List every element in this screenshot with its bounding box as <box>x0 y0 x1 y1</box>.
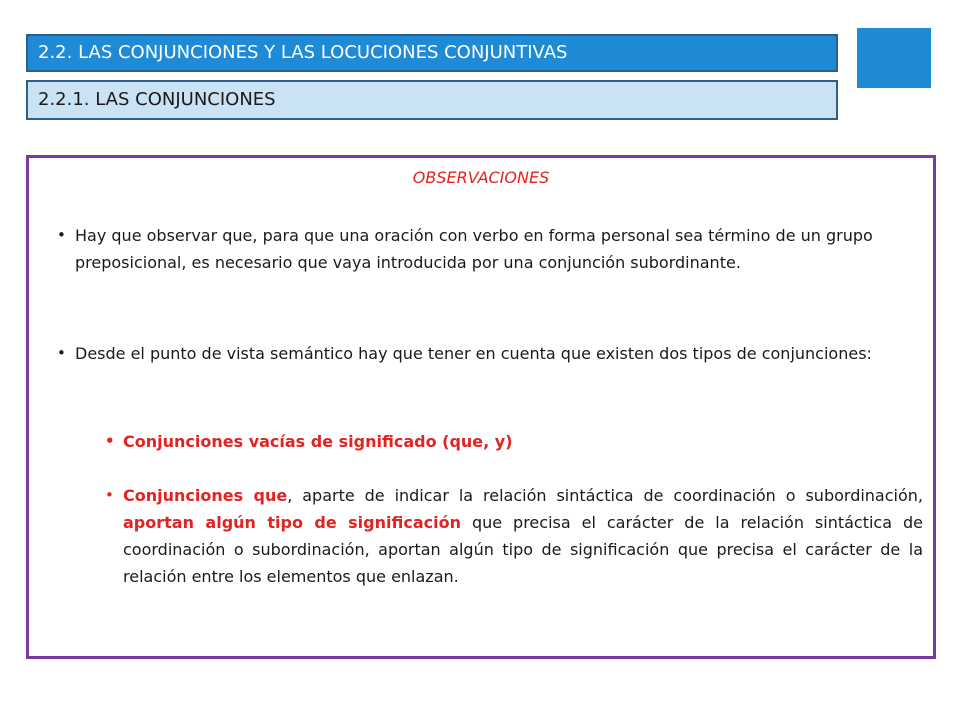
sub-bullet-item-1 <box>105 428 923 455</box>
body-text: , aparte de indicar la relación sintáctica de coordinación o subordinación, <box>287 486 923 505</box>
subsection-title-bar <box>26 80 838 120</box>
bullet-dot-icon: • <box>105 432 115 450</box>
body-text: que precisa el carácter de la relación sintáctica de coordinación o subordinación, aportan algún tipo de significación que precisa el carácter de la relación entre los elementos que enlazan. <box>123 513 923 586</box>
highlight-text: aportan algún tipo de significación <box>123 513 461 532</box>
section-title-bar <box>26 34 838 72</box>
section-title: 2.2. LAS CONJUNCIONES Y LAS LOCUCIONES CONJUNTIVAS <box>38 42 568 63</box>
sub-bullet-text: Conjunciones vacías de significado (que, y) <box>123 432 513 451</box>
decorative-square <box>857 28 931 88</box>
panel-title: OBSERVACIONES <box>412 168 550 187</box>
bullet-text: Desde el punto de vista semántico hay que tener en cuenta que existen dos tipos de conjunciones: <box>75 344 872 363</box>
highlight-text: Conjunciones que <box>123 486 288 505</box>
bullet-dot-icon: • <box>105 486 114 504</box>
observations-panel <box>26 155 936 659</box>
bullet-item-1 <box>57 222 915 276</box>
bullet-text: Hay que observar que, para que una oración con verbo en forma personal sea término de un grupo preposicional, es necesario que vaya introducida por una conjunción subordinante. <box>75 226 873 272</box>
bullet-dot-icon: • <box>57 226 66 244</box>
subsection-title: 2.2.1. LAS CONJUNCIONES <box>38 89 276 110</box>
bullet-dot-icon: • <box>57 344 66 362</box>
bullet-item-2 <box>57 340 915 367</box>
sub-bullet-item-2 <box>105 482 923 590</box>
